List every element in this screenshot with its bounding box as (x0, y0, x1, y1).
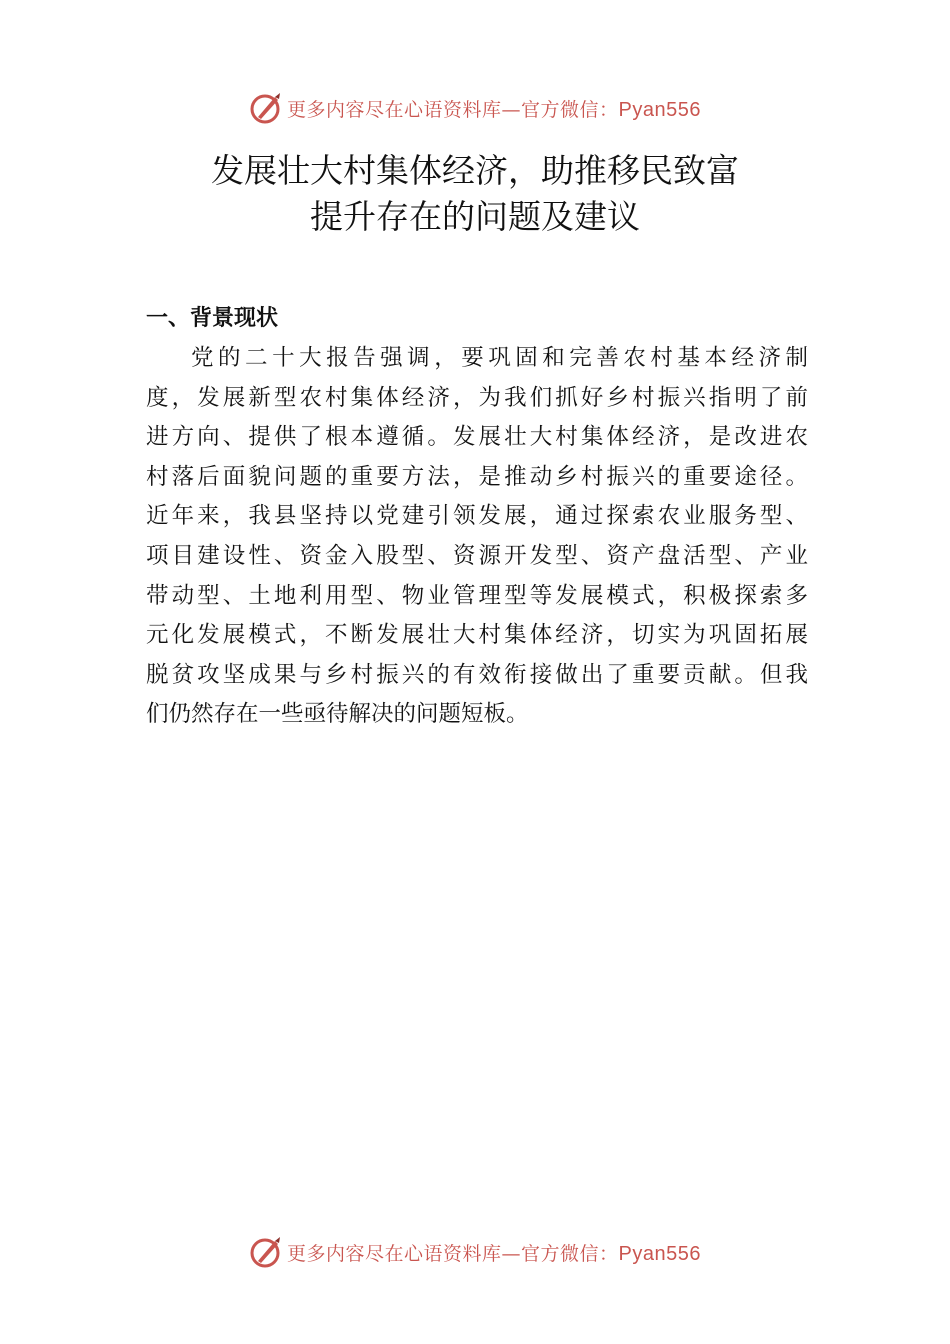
paragraph-line: 元化发展模式，不断发展壮大村集体经济，切实为巩固拓展 (146, 622, 808, 649)
watermark-wechat-label: 官方微信： (521, 98, 619, 121)
paragraph-line: 脱贫攻坚成果与乡村振兴的有效衔接做出了重要贡献。但我 (146, 661, 808, 688)
watermark-dash: — (501, 98, 522, 121)
footer-watermark (0, 1232, 950, 1272)
watermark-main: 更多内容尽在心语资料库 (287, 1242, 502, 1265)
quill-pen-logo-icon (249, 91, 283, 125)
quill-pen-logo-icon (249, 1235, 283, 1269)
paragraph-line: 村落后面貌问题的重要方法，是推动乡村振兴的重要途径。 (146, 463, 808, 490)
paragraph-line: 近年来，我县坚持以党建引领发展，通过探索农业服务型、 (146, 503, 808, 530)
watermark-wechat-id: Pyan556 (618, 98, 701, 121)
section-heading: 一、背景现状 (146, 306, 279, 331)
watermark-text (287, 1239, 701, 1266)
paragraph-line: 度，发展新型农村集体经济，为我们抓好乡村振兴指明了前 (146, 384, 808, 411)
document-title-line-2: 提升存在的问题及建议 (310, 197, 640, 236)
paragraph-line: 项目建设性、资金入股型、资源开发型、资产盘活型、产业 (146, 542, 808, 569)
paragraph-line: 进方向、提供了根本遵循。发展壮大村集体经济，是改进农 (146, 424, 808, 451)
watermark-main: 更多内容尽在心语资料库 (287, 98, 502, 121)
watermark-dash: — (501, 1242, 522, 1265)
watermark-text (287, 95, 701, 122)
section-paragraph (146, 339, 808, 735)
document-title-line-1: 发展壮大村集体经济，助推移民致富 (211, 151, 739, 190)
watermark-wechat-label: 官方微信： (521, 1242, 619, 1265)
paragraph-line: 们仍然存在一些亟待解决的问题短板。 (146, 701, 529, 728)
header-watermark (0, 88, 950, 128)
watermark-wechat-id: Pyan556 (618, 1242, 701, 1265)
paragraph-line: 党的二十大报告强调，要巩固和完善农村基本经济制 (191, 345, 808, 371)
paragraph-line: 带动型、土地利用型、物业管理型等发展模式，积极探索多 (146, 582, 808, 609)
